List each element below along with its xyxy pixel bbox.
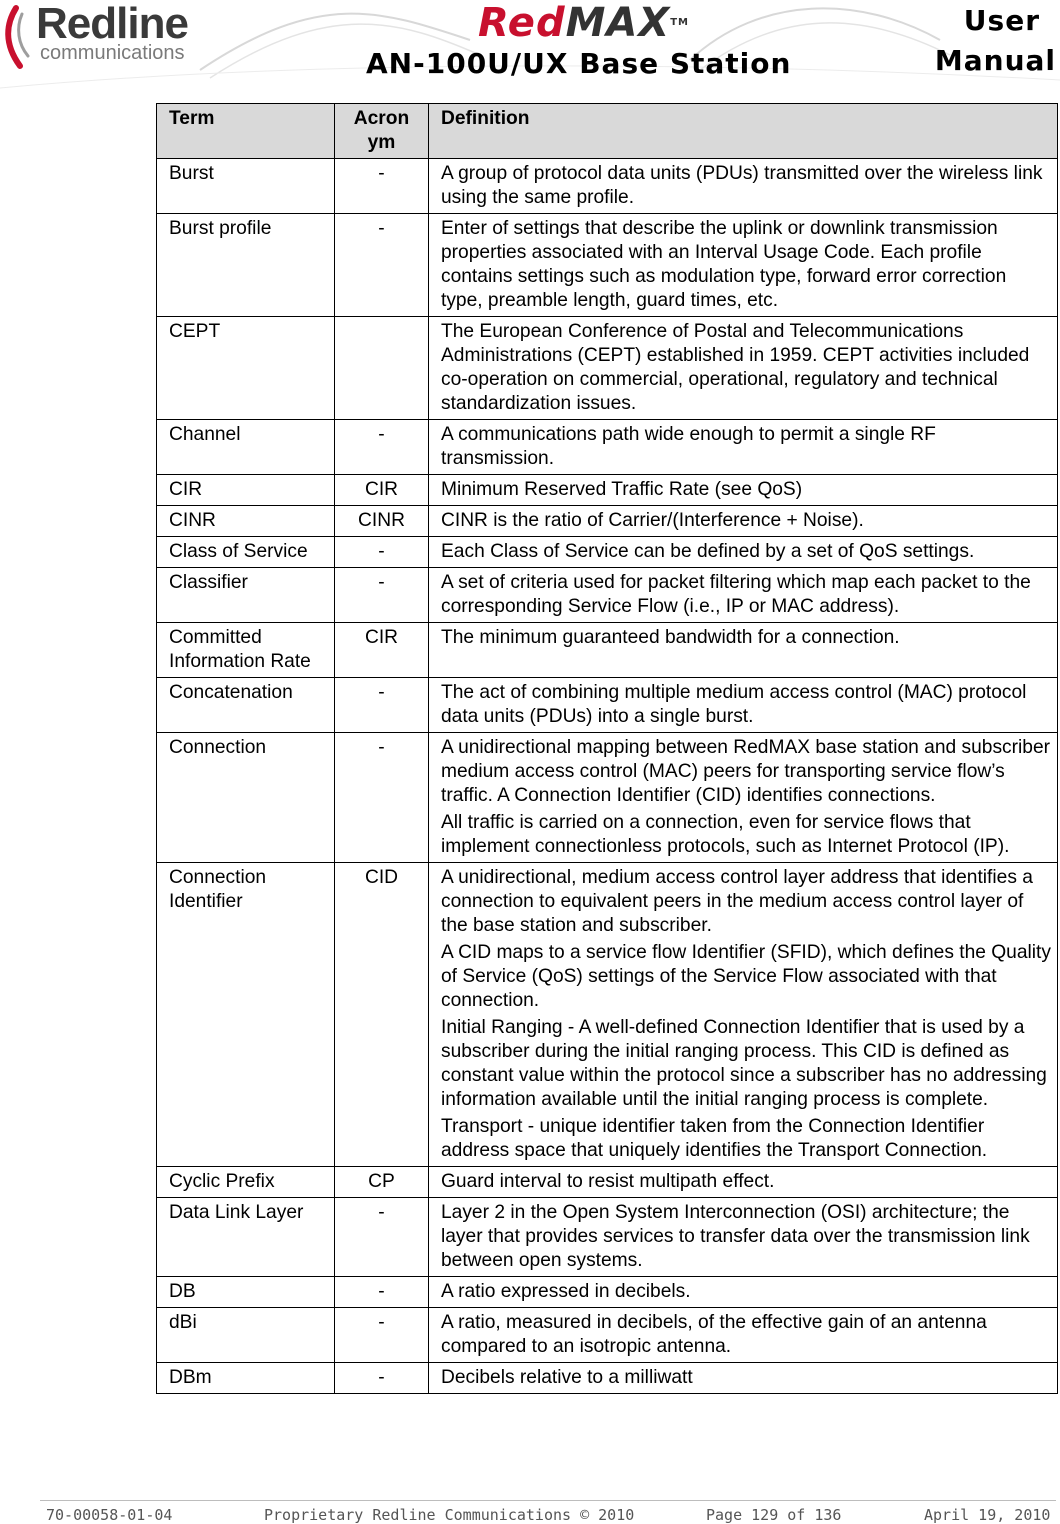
table-row: [157, 420, 1058, 475]
definition-paragraph: CINR is the ratio of Carrier/(Interference + Noise).: [441, 510, 864, 531]
acronym-cell: -: [335, 678, 429, 733]
definition-cell: [429, 568, 1058, 623]
definition-paragraph: Enter of settings that describe the uplink or downlink transmission properties associated with an Interval Usage Code. Each profile contains settings such as modulation type, forward error correction type, preamble length, guard times, etc.: [441, 218, 1007, 311]
footer-divider: [40, 1500, 1056, 1501]
table-row: [157, 214, 1058, 317]
definition-cell: [429, 475, 1058, 506]
definition-paragraph: A ratio expressed in decibels.: [441, 1281, 691, 1302]
definition-cell: [429, 733, 1058, 863]
company-logo-subtitle: communications: [40, 42, 185, 64]
column-header-acronym-text: Acronym: [353, 108, 410, 153]
table-row: [157, 506, 1058, 537]
definition-paragraph: Decibels relative to a milliwatt: [441, 1367, 693, 1388]
table-row: [157, 568, 1058, 623]
acronym-cell: -: [335, 733, 429, 863]
acronym-cell: -: [335, 1363, 429, 1394]
table-row: [157, 623, 1058, 678]
acronym-cell: -: [335, 568, 429, 623]
brand-red-part: Red: [478, 0, 566, 46]
definition-cell: [429, 1363, 1058, 1394]
definition-cell: [429, 1167, 1058, 1198]
term-cell: Concatenation: [157, 678, 335, 733]
acronym-cell: -: [335, 1277, 429, 1308]
acronym-cell: -: [335, 214, 429, 317]
doc-type-line-1: User: [963, 4, 1040, 37]
acronym-cell: -: [335, 1308, 429, 1363]
term-cell: Channel: [157, 420, 335, 475]
term-cell: Class of Service: [157, 537, 335, 568]
acronym-cell: CIR: [335, 475, 429, 506]
acronym-cell: -: [335, 159, 429, 214]
definition-paragraph: Guard interval to resist multipath effect.: [441, 1171, 775, 1192]
definition-cell: [429, 420, 1058, 475]
term-cell: CEPT: [157, 317, 335, 420]
acronym-cell: CIR: [335, 623, 429, 678]
acronym-cell: -: [335, 420, 429, 475]
table-row: [157, 678, 1058, 733]
definition-cell: [429, 623, 1058, 678]
definition-paragraph: A set of criteria used for packet filtering which map each packet to the corresponding Service Flow (i.e., IP or MAC address).: [441, 572, 1031, 617]
term-cell: Classifier: [157, 568, 335, 623]
acronym-cell: CID: [335, 863, 429, 1167]
definition-cell: [429, 317, 1058, 420]
definition-paragraph: A CID maps to a service flow Identifier (SFID), which defines the Quality of Service (QoS) settings of the Service Flow associated with that connection.: [441, 942, 1051, 1011]
product-brand: [478, 0, 689, 46]
redline-logo-icon: [2, 4, 34, 70]
term-cell: DB: [157, 1277, 335, 1308]
table-row: [157, 733, 1058, 863]
term-cell: Burst: [157, 159, 335, 214]
term-cell: Burst profile: [157, 214, 335, 317]
table-row: [157, 1363, 1058, 1394]
term-cell: CINR: [157, 506, 335, 537]
definition-cell: [429, 1198, 1058, 1277]
definition-paragraph: Layer 2 in the Open System Interconnection (OSI) architecture; the layer that provides services to transfer data over the transmission link between open systems.: [441, 1202, 1030, 1271]
definition-paragraph: A group of protocol data units (PDUs) transmitted over the wireless link using the same profile.: [441, 163, 1043, 208]
table-row: [157, 317, 1058, 420]
brand-trademark: TM: [670, 17, 689, 28]
definition-paragraph: A unidirectional mapping between RedMAX base station and subscriber medium access control (MAC) peers for transporting service flow’s traffic. A Connection Identifier (CID) identifies connections.: [441, 737, 1051, 806]
term-cell: dBi: [157, 1308, 335, 1363]
column-header-definition: Definition: [429, 104, 1058, 159]
brand-max-part: MAX: [565, 0, 671, 46]
footer-doc-number: 70-00058-01-04: [46, 1506, 173, 1524]
table-row: [157, 1308, 1058, 1363]
definition-cell: [429, 678, 1058, 733]
footer-copyright: Proprietary Redline Communications © 2010: [264, 1506, 635, 1524]
definition-cell: [429, 159, 1058, 214]
glossary-table: [156, 103, 1058, 1394]
definition-paragraph: The act of combining multiple medium access control (MAC) protocol data units (PDUs) into a single burst.: [441, 682, 1027, 727]
table-row: [157, 1277, 1058, 1308]
acronym-cell: -: [335, 537, 429, 568]
definition-paragraph: Minimum Reserved Traffic Rate (see QoS): [441, 479, 803, 500]
definition-cell: [429, 214, 1058, 317]
acronym-cell: [335, 317, 429, 420]
table-row: [157, 475, 1058, 506]
table-row: [157, 1198, 1058, 1277]
term-cell: Committed Information Rate: [157, 623, 335, 678]
page-header: [0, 0, 1060, 95]
definition-cell: [429, 1308, 1058, 1363]
definition-paragraph: The European Conference of Postal and Telecommunications Administrations (CEPT) established in 1959. CEPT activities included co-operation on commercial, operational, regulatory and technical standardization issues.: [441, 321, 1030, 414]
column-header-term: Term: [157, 104, 335, 159]
definition-paragraph: A unidirectional, medium access control layer address that identifies a connection to equivalent peers in the medium access control layer of the base station and subscriber.: [441, 867, 1033, 936]
definition-cell: [429, 537, 1058, 568]
product-title: AN-100U/UX Base Station: [366, 47, 792, 80]
column-header-acronym: [335, 104, 429, 159]
definition-paragraph: A communications path wide enough to permit a single RF transmission.: [441, 424, 936, 469]
definition-paragraph: Initial Ranging - A well-defined Connection Identifier that is used by a subscriber during the initial ranging process. This CID is defined as constant value within the protocol since a subscriber has no addressing information available until the initial ranging process is complete.: [441, 1017, 1047, 1110]
table-row: [157, 1167, 1058, 1198]
term-cell: CIR: [157, 475, 335, 506]
acronym-cell: CP: [335, 1167, 429, 1198]
table-row: [157, 863, 1058, 1167]
term-cell: Connection: [157, 733, 335, 863]
doc-type-line-2: Manual: [934, 44, 1056, 77]
definition-cell: [429, 1277, 1058, 1308]
acronym-cell: CINR: [335, 506, 429, 537]
definition-cell: [429, 863, 1058, 1167]
company-logo-name: Redline: [36, 0, 188, 48]
definition-paragraph: A ratio, measured in decibels, of the effective gain of an antenna compared to an isotropic antenna.: [441, 1312, 987, 1357]
definition-paragraph: The minimum guaranteed bandwidth for a connection.: [441, 627, 900, 648]
definition-paragraph: Each Class of Service can be defined by a set of QoS settings.: [441, 541, 975, 562]
term-cell: DBm: [157, 1363, 335, 1394]
glossary-body: [157, 159, 1058, 1394]
definition-cell: [429, 506, 1058, 537]
definition-paragraph: All traffic is carried on a connection, even for service flows that implement connectionless protocols, such as Internet Protocol (IP).: [441, 812, 1010, 857]
definition-paragraph: Transport - unique identifier taken from the Connection Identifier address space that uniquely identifies the Transport Connection.: [441, 1116, 988, 1161]
table-row: [157, 159, 1058, 214]
acronym-cell: -: [335, 1198, 429, 1277]
term-cell: Cyclic Prefix: [157, 1167, 335, 1198]
table-row: [157, 537, 1058, 568]
footer-page-number: Page 129 of 136: [706, 1506, 842, 1524]
table-header-row: [157, 104, 1058, 159]
term-cell: Connection Identifier: [157, 863, 335, 1167]
term-cell: Data Link Layer: [157, 1198, 335, 1277]
footer-date: April 19, 2010: [924, 1506, 1051, 1524]
